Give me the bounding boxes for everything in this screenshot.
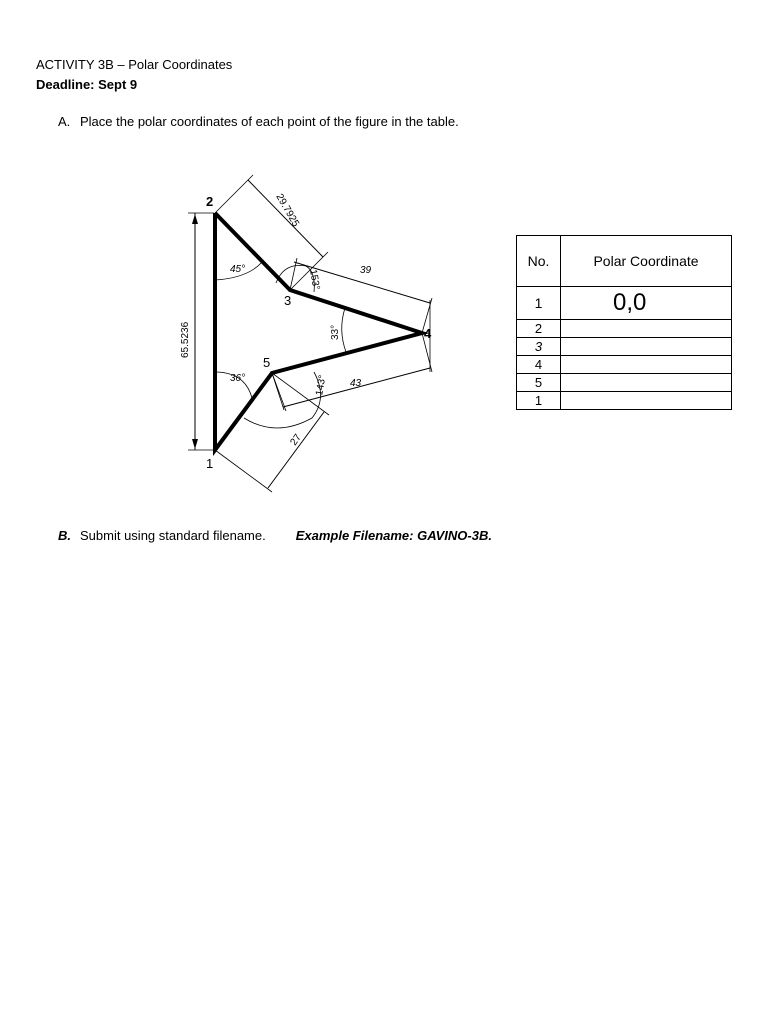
table-row xyxy=(517,356,732,374)
dim-angle-4: 33° xyxy=(330,324,341,340)
dim-length-5-4: 43 xyxy=(350,378,362,389)
row-coordinate[interactable] xyxy=(561,392,732,410)
point-label-1: 1 xyxy=(206,456,214,471)
dim-length-1-2: 65.5236 xyxy=(180,321,191,358)
question-b-marker: B. xyxy=(58,528,71,543)
question-a-marker: A. xyxy=(58,114,71,129)
dim-angle-5: 143° xyxy=(314,374,329,397)
row-no: 4 xyxy=(517,356,561,374)
row-coordinate[interactable] xyxy=(561,356,732,374)
activity-title: ACTIVITY 3B – Polar Coordinates xyxy=(36,57,233,72)
point-label-4: 4 xyxy=(424,326,432,341)
table-row xyxy=(517,392,732,410)
table-row xyxy=(517,287,732,320)
question-b-text: Submit using standard filename. xyxy=(80,528,266,543)
header-no: No. xyxy=(517,236,561,287)
polar-figure xyxy=(150,160,450,500)
point-label-2: 2 xyxy=(206,194,214,209)
table-row xyxy=(517,374,732,392)
dim-angle-1: 36° xyxy=(230,373,246,384)
row-coordinate[interactable] xyxy=(561,338,732,356)
row-no: 1 xyxy=(517,392,561,410)
dim-length-1-5: 27 xyxy=(288,432,304,448)
question-a-text: Place the polar coordinates of each point of the figure in the table. xyxy=(80,114,459,129)
dim-angle-3: 153° xyxy=(307,268,322,291)
deadline: Deadline: Sept 9 xyxy=(36,77,138,92)
row-coordinate[interactable]: 0,0 xyxy=(561,287,732,320)
example-filename: Example Filename: GAVINO-3B. xyxy=(295,528,492,543)
point-label-5: 5 xyxy=(263,355,271,370)
table-row xyxy=(517,338,732,356)
row-coordinate[interactable] xyxy=(561,374,732,392)
figure-outline xyxy=(215,213,422,450)
row-coordinate[interactable] xyxy=(561,320,732,338)
row-no: 3 xyxy=(517,338,561,356)
header-polar-coordinate: Polar Coordinate xyxy=(561,236,732,287)
dim-length-3-4: 39 xyxy=(360,265,372,276)
dim-angle-2: 45° xyxy=(230,264,246,275)
dim-length-2-3: 29.7925 xyxy=(273,192,302,229)
polar-coordinates-table xyxy=(516,235,732,410)
table-row xyxy=(517,320,732,338)
question-b xyxy=(58,528,492,543)
point-label-3: 3 xyxy=(284,293,292,308)
row-no: 2 xyxy=(517,320,561,338)
question-a xyxy=(58,114,459,129)
row-no: 5 xyxy=(517,374,561,392)
row-no: 1 xyxy=(517,287,561,320)
